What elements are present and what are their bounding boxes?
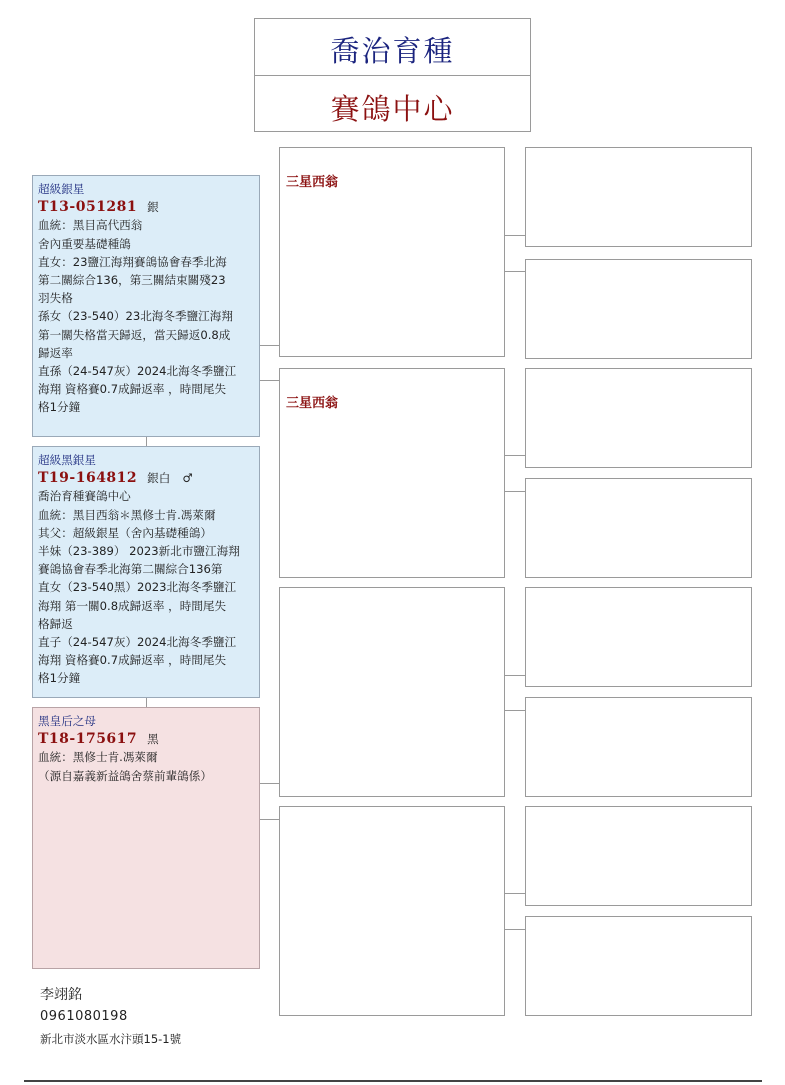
subject-color: 銀 xyxy=(147,200,159,215)
sire-role: 超級黑銀星 xyxy=(38,453,96,467)
great-grandparent-box xyxy=(525,916,752,1016)
dam-card xyxy=(32,707,260,969)
sire-line: 格1分鐘 xyxy=(38,671,81,686)
connector-line xyxy=(505,929,525,930)
header-box xyxy=(254,18,531,132)
connector-line xyxy=(260,345,279,346)
sire-line: 海翔 資格賽0.7成歸返率 ，時間尾失 xyxy=(38,653,227,668)
owner-address: 新北市淡水區水汴頭15-1號 xyxy=(40,1032,182,1046)
subject-line: 孫女（23-540）23北海冬季鹽江海翔 xyxy=(38,309,233,324)
great-grandparent-box xyxy=(525,806,752,906)
sire-line: 直女（23-540黑）2023北海冬季鹽江 xyxy=(38,580,237,595)
sire-ring-line xyxy=(38,469,254,487)
subject-line: 格1分鐘 xyxy=(38,400,81,415)
grandparent-box xyxy=(279,806,505,1016)
grandparent-name: 三星西翁 xyxy=(286,175,339,190)
great-grandparent-box xyxy=(525,259,752,359)
sire-line: 賽鴿協會春季北海第二關綜合136第 xyxy=(38,562,223,577)
sire-line: 喬治育種賽鴿中心 xyxy=(38,489,131,504)
subject-ring-line xyxy=(38,198,254,216)
sire-line: 海翔 第一關0.8成歸返率 ，時間尾失 xyxy=(38,598,227,613)
connector-line xyxy=(505,491,525,492)
subject-ring-number: T13-051281 xyxy=(38,199,138,216)
dam-line: 血統：黑修士肯.馮萊爾 xyxy=(38,750,158,765)
header-divider xyxy=(255,75,530,76)
dam-ring-number: T18-175617 xyxy=(38,731,138,748)
great-grandparent-box xyxy=(525,697,752,797)
sire-line: 格歸返 xyxy=(38,616,73,631)
owner-name: 李翊銘 xyxy=(40,987,82,1003)
great-grandparent-box xyxy=(525,478,752,578)
subject-line: 直女：23鹽江海翔賽鴿協會春季北海 xyxy=(38,254,227,269)
connector-line xyxy=(505,271,525,272)
sire-line: 半妹（23-389） 2023新北市鹽江海翔 xyxy=(38,544,240,559)
connector-line xyxy=(505,675,525,676)
sire-card xyxy=(32,446,260,698)
subject-line: 直孫（24-547灰）2024北海冬季鹽江 xyxy=(38,364,237,379)
connector-line xyxy=(260,783,279,784)
subject-line: 第二關綜合136，第三關結束關殘23 xyxy=(38,273,226,288)
grandparent-box xyxy=(279,587,505,797)
connector-line xyxy=(505,235,525,236)
connector-line xyxy=(505,455,525,456)
connector-line xyxy=(505,893,525,894)
great-grandparent-box xyxy=(525,368,752,468)
subject-line: 第一關失格當天歸返，當天歸返0.8成 xyxy=(38,327,231,342)
connector-line xyxy=(146,698,147,707)
sire-color: 銀白 xyxy=(147,471,171,486)
bottom-rule xyxy=(24,1080,762,1082)
male-symbol-icon: ♂ xyxy=(182,471,193,486)
subject-card xyxy=(32,175,260,437)
sire-ring-number: T19-164812 xyxy=(38,470,138,487)
breeder-name: 喬治育種 xyxy=(330,34,455,68)
subject-line: 歸返率 xyxy=(38,345,73,360)
sire-line: 其父：超級銀星（舍內基礎種鴿） xyxy=(38,525,212,540)
subject-line: 舍內重要基礎種鴿 xyxy=(38,236,131,251)
subject-line: 羽失格 xyxy=(38,291,73,306)
subject-role: 超級銀星 xyxy=(38,182,85,196)
sire-line: 血統：黑目西翁＊黑修士肯.馮萊爾 xyxy=(38,507,216,522)
center-name: 賽鴿中心 xyxy=(330,92,455,126)
connector-line xyxy=(260,819,279,820)
subject-line: 海翔 資格賽0.7成歸返率 ，時間尾失 xyxy=(38,382,227,397)
grandparent-box xyxy=(279,147,505,357)
grandparent-box xyxy=(279,368,505,578)
grandparent-name: 三星西翁 xyxy=(286,396,339,411)
connector-line xyxy=(505,710,525,711)
connector-line xyxy=(260,380,279,381)
dam-line: （源自嘉義新益鴿舍蔡前輩鴿係） xyxy=(38,768,212,783)
dam-color: 黑 xyxy=(147,732,159,747)
great-grandparent-box xyxy=(525,587,752,687)
connector-line xyxy=(146,437,147,446)
great-grandparent-box xyxy=(525,147,752,247)
sire-line: 直子（24-547灰）2024北海冬季鹽江 xyxy=(38,635,237,650)
owner-phone: 0961080198 xyxy=(40,1009,128,1024)
subject-line: 血統：黑目高代西翁 xyxy=(38,218,143,233)
dam-role: 黑皇后之母 xyxy=(38,714,96,728)
dam-ring-line xyxy=(38,730,254,748)
